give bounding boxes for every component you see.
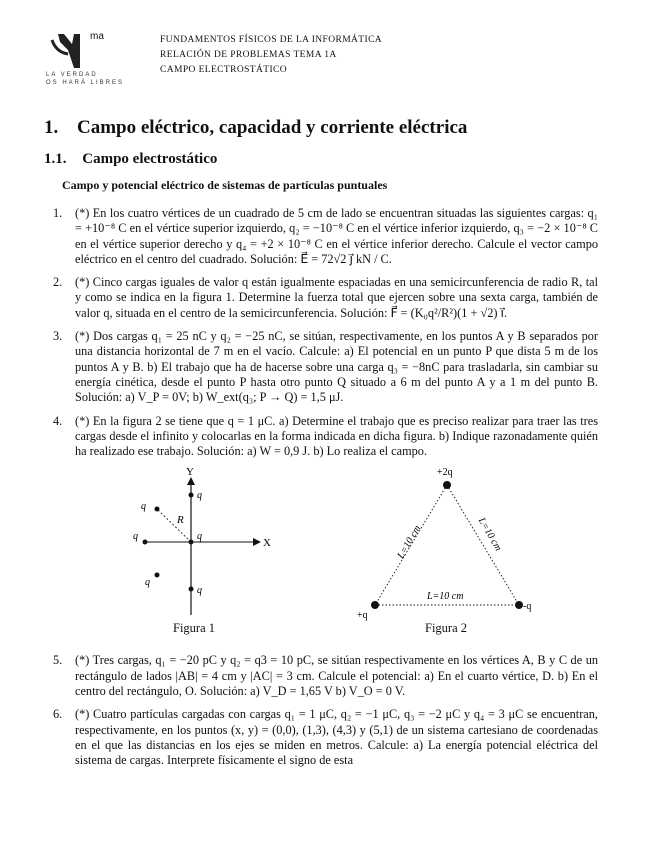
charge-dot [189,587,194,592]
charge-label: q [197,531,202,543]
charge-dot [143,540,148,545]
problem-item [53,329,598,405]
right-charge-label: -q [523,601,532,613]
y-axis-label: Y [186,467,194,479]
figure-1-caption: Figura 1 [173,621,216,636]
x-arrow-icon [253,538,261,546]
problem-item [53,414,598,460]
problem-number: 3. [53,329,63,344]
problem-list [53,206,598,777]
section-title: Campo eléctrico, capacidad y corriente eléctrica [77,117,468,138]
section-heading [44,117,467,139]
header-course: FUNDAMENTOS FÍSICOS DE LA INFORMÁTICA [160,35,383,45]
charge-label: q [197,585,202,597]
side-bottom-label: L=10 cm [427,591,464,603]
problem-item [53,206,598,267]
side-left-label: L=10 cm [395,524,424,562]
problem-text: (*) Cuatro partículas cargadas con cargas q₁ = 1 μC, q₂ = −1 μC, q₃ = −2 μC y q₄ = 3 μC se encuentran, respectivamente, en los puntos (x, y) = (0,0), (1,3), (4,3) y (5,1) de un sistema cartesiano de coordenadas en el que las distancias en los ejes se miden en metros. Calcule: a) La energía potencial eléctrica del sistema de cargas. Interprete físicamente el signo de esta [75,707,598,768]
section-number: 1. [44,117,59,138]
left-charge-label: +q [357,610,368,622]
problem-number: 6. [53,707,63,722]
problem-number: 1. [53,206,63,220]
charge-top-dot [443,481,451,489]
subsection-number: 1.1. [44,151,67,167]
logo-motto: LA VERDAD OS HARÁ LIBRES [46,72,125,86]
subsection-heading [44,151,217,168]
subsubsection-title: Campo y potencial eléctrico de sistemas de partículas puntuales [62,178,388,192]
charge-dot [155,573,160,578]
header-lines [160,33,382,78]
page-header [0,0,655,100]
figure-2-caption: Figura 2 [425,621,468,636]
charge-dot [189,493,194,498]
problem-item [53,707,598,768]
problem-text: (*) En la figura 2 se tiene que q = 1 μC. a) Determine el trabajo que es preciso realizar para traer las tres cargas desde el infinito y colocarlas en la forma indicada en dicha figura. b) Indique razonadamente quién ha realizado ese trabajo. Solución: a) W = 0,9 J. b) Lo realiza el campo. [75,413,598,459]
subsection-title: Campo electrostático [82,151,218,167]
x-axis-label: X [263,537,271,550]
logo-text: ma [90,31,104,42]
problem-text: (*) Cinco cargas iguales de valor q están igualmente espaciadas en una semicircunferencia de radio R, tal y como se indica en la figura 1. Determine la fuerza total que ejercen sobre una sexta carga, también de valor q, situada en el centro de la semicircunferencia. Solución: F⃗ = (K₀q²/R²)(1 + √2) i⃗. [75,275,598,320]
y-arrow-icon [187,477,195,485]
charge-label: q [133,531,138,543]
charge-left-dot [371,601,379,609]
radius-line [157,509,191,542]
triangle-side-right [447,485,519,605]
header-topic: CAMPO ELECTROSTÁTICO [160,65,288,75]
problem-number: 5. [53,653,63,668]
charge-dot [189,540,194,545]
charge-right-dot [515,601,523,609]
charge-dot [155,507,160,512]
figure-2-diagram [353,463,573,623]
problem-text: (*) En los cuatro vértices de un cuadrado de 5 cm de lado se encuentran situadas las siguientes cargas: q₁ = +10⁻⁸ C en el vértice superior izquierdo, q₂ = −10⁻⁸ C en el vértice inferior izquierdo, q₃ = −2 × 10⁻⁸ C en el vértice superior derecho y q₄ = +2 × 10⁻⁸ C en el vértice inferior derecho. Calcule el vector campo eléctrico en el centro del cuadrado. Solución: E⃗ = 72√2 j⃗ kN / C. [75,206,598,266]
figure-1-diagram [123,467,323,627]
top-charge-label: +2q [437,467,453,479]
problem-number: 4. [53,413,63,428]
charge-label: q [197,490,202,502]
problem-text: (*) Dos cargas q₁ = 25 nC y q₂ = −25 nC, se sitúan, respectivamente, en los puntos A y B separados por una distancia horizontal de 7 m en el vacío. Calcule: a) El potencial en un punto P que dista 5 m de los puntos A y B. b) El trabajo que ha de hacerse sobre una carga q₃ = −8nC para trasladarla, sin cambiar su energía cinética, desde el punto P hasta otro punto Q situado a 6 m del punto A y a 1 m del punto B. Solución: a) V_P = 0V; b) W_ext(q₃; P → Q) = 1,5 μJ. [75,329,598,405]
header-sheet: RELACIÓN DE PROBLEMAS TEMA 1A [160,50,337,60]
charge-label: q [145,577,150,589]
problem-item [53,653,598,699]
charge-label: q [141,501,146,513]
figures-row [53,467,598,647]
problem-number: 2. [53,275,63,290]
problem-text: (*) Tres cargas, q₁ = −20 pC y q₂ = q3 = 10 pC, se sitúan respectivamente en los vértices A, B y C de un rectángulo de lados |AB| = 4 cm y |AC| = 3 cm. Calcule el potencial: a) En el cuarto vértice, D. b) En el centro del rectángulo, O. Solución: a) V_D = 1,65 V b) V_O = 0 V. [75,653,598,699]
problem-item [53,275,598,321]
radius-label: R [177,514,184,527]
side-right-label: L=10 cm [475,516,504,554]
